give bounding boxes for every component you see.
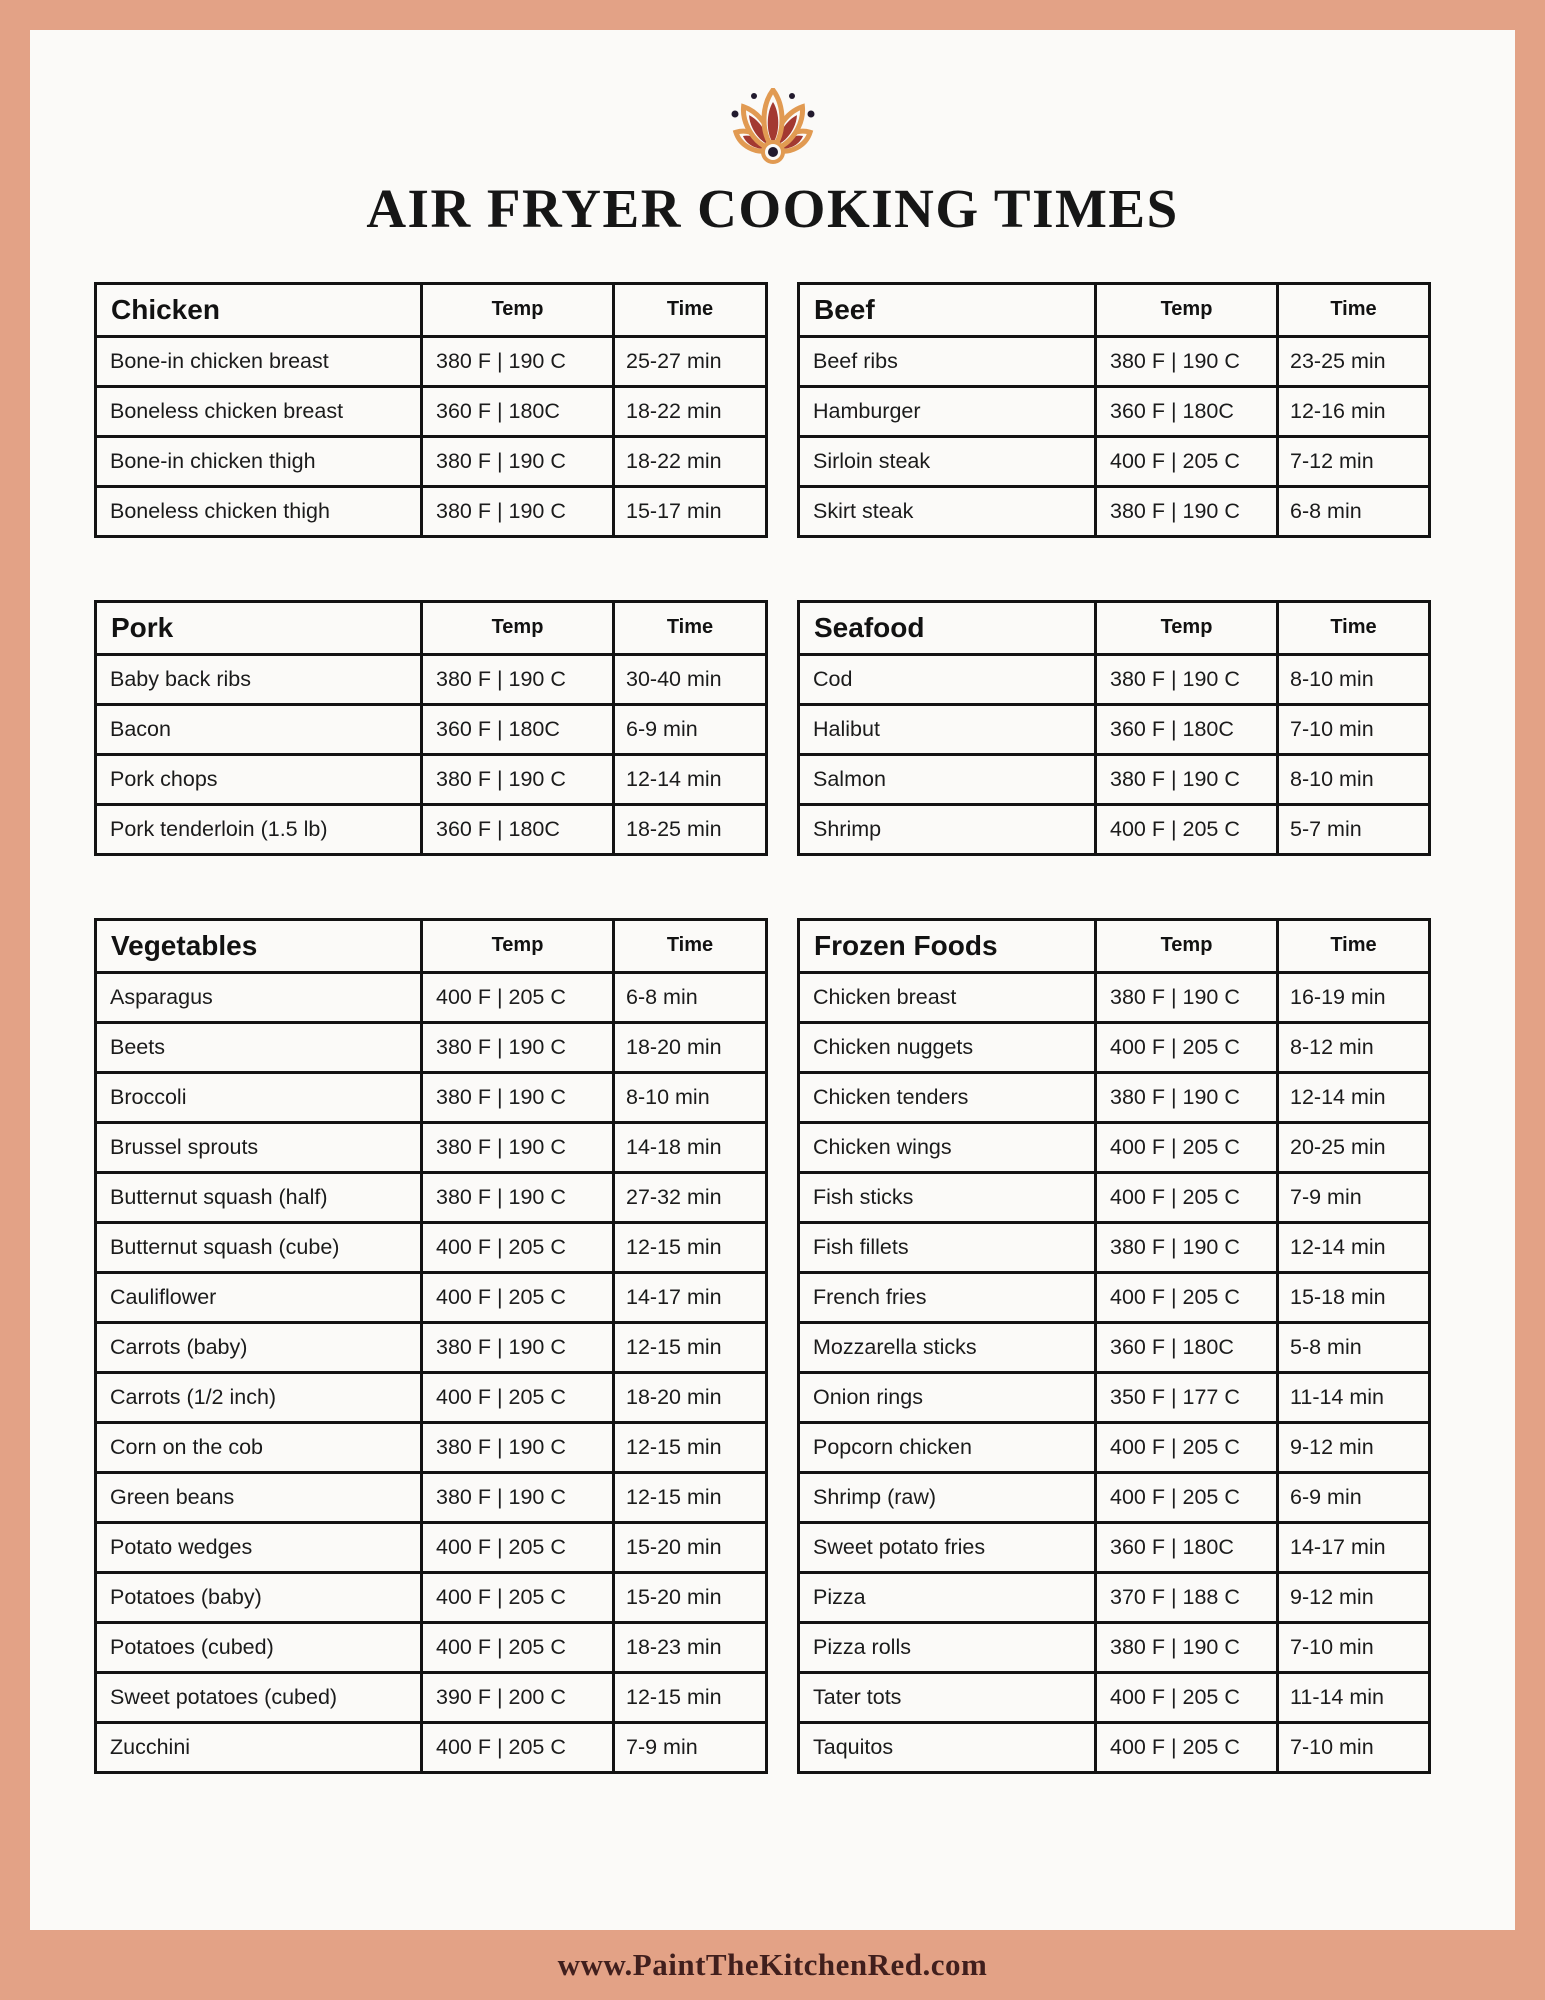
- temp-column-header: Temp: [1096, 919, 1278, 972]
- table-row: [96, 972, 767, 1022]
- time-cell: 12-15 min: [614, 1322, 767, 1372]
- table-row: [799, 1222, 1430, 1272]
- food-item-cell: Sirloin steak: [799, 436, 1096, 486]
- table-header-row: [96, 283, 767, 336]
- tables-grid: [94, 282, 1515, 1774]
- time-cell: 8-12 min: [1278, 1022, 1430, 1072]
- time-cell: 5-8 min: [1278, 1322, 1430, 1372]
- time-cell: 14-18 min: [614, 1122, 767, 1172]
- food-item-cell: Hamburger: [799, 386, 1096, 436]
- time-cell: 12-14 min: [1278, 1222, 1430, 1272]
- food-item-cell: Cauliflower: [96, 1272, 422, 1322]
- table-category-header: Frozen Foods: [799, 919, 1096, 972]
- table-row: [96, 1322, 767, 1372]
- table-category-header: Beef: [799, 283, 1096, 336]
- food-item-cell: Baby back ribs: [96, 654, 422, 704]
- time-cell: 9-12 min: [1278, 1422, 1430, 1472]
- table-row: [799, 754, 1430, 804]
- table-row: [799, 1672, 1430, 1722]
- food-item-cell: Sweet potatoes (cubed): [96, 1672, 422, 1722]
- temp-cell: 360 F | 180C: [1096, 1322, 1278, 1372]
- temp-column-header: Temp: [1096, 601, 1278, 654]
- time-cell: 15-18 min: [1278, 1272, 1430, 1322]
- temp-cell: 400 F | 205 C: [422, 972, 614, 1022]
- table-row: [799, 1072, 1430, 1122]
- table-row: [96, 336, 767, 386]
- food-item-cell: Broccoli: [96, 1072, 422, 1122]
- table-row: [799, 1022, 1430, 1072]
- time-cell: 5-7 min: [1278, 804, 1430, 854]
- food-item-cell: Butternut squash (half): [96, 1172, 422, 1222]
- temp-cell: 400 F | 205 C: [1096, 436, 1278, 486]
- food-item-cell: Asparagus: [96, 972, 422, 1022]
- temp-cell: 380 F | 190 C: [422, 336, 614, 386]
- time-cell: 12-16 min: [1278, 386, 1430, 436]
- temp-cell: 380 F | 190 C: [422, 486, 614, 536]
- temp-cell: 400 F | 205 C: [1096, 1122, 1278, 1172]
- food-item-cell: Fish sticks: [799, 1172, 1096, 1222]
- food-item-cell: Mozzarella sticks: [799, 1322, 1096, 1372]
- cooking-table-pork: [94, 600, 768, 856]
- temp-cell: 400 F | 205 C: [1096, 804, 1278, 854]
- temp-cell: 380 F | 190 C: [422, 654, 614, 704]
- cooking-table-seafood: [797, 600, 1431, 856]
- table-row: [799, 704, 1430, 754]
- food-item-cell: Bacon: [96, 704, 422, 754]
- table-row: [799, 972, 1430, 1022]
- temp-cell: 380 F | 190 C: [1096, 1622, 1278, 1672]
- cooking-table-chicken: [94, 282, 768, 538]
- table-row: [799, 1422, 1430, 1472]
- time-cell: 11-14 min: [1278, 1372, 1430, 1422]
- temp-cell: 380 F | 190 C: [1096, 336, 1278, 386]
- time-column-header: Time: [1278, 283, 1430, 336]
- food-item-cell: Salmon: [799, 754, 1096, 804]
- page-title: AIR FRYER COOKING TIMES: [366, 178, 1179, 239]
- time-cell: 18-20 min: [614, 1372, 767, 1422]
- temp-cell: 400 F | 205 C: [422, 1272, 614, 1322]
- table-row: [96, 804, 767, 854]
- table-header-row: [799, 601, 1430, 654]
- food-item-cell: Taquitos: [799, 1722, 1096, 1772]
- time-cell: 6-9 min: [1278, 1472, 1430, 1522]
- temp-cell: 380 F | 190 C: [422, 1322, 614, 1372]
- food-item-cell: Butternut squash (cube): [96, 1222, 422, 1272]
- table-row: [799, 1172, 1430, 1222]
- temp-cell: 350 F | 177 C: [1096, 1372, 1278, 1422]
- temp-cell: 360 F | 180C: [422, 386, 614, 436]
- time-column-header: Time: [614, 919, 767, 972]
- table-row: [96, 704, 767, 754]
- temp-cell: 370 F | 188 C: [1096, 1572, 1278, 1622]
- footer-bar: [30, 1930, 1515, 2000]
- temp-cell: 360 F | 180C: [422, 704, 614, 754]
- temp-cell: 380 F | 190 C: [422, 1122, 614, 1172]
- table-row: [799, 1522, 1430, 1572]
- time-cell: 14-17 min: [1278, 1522, 1430, 1572]
- food-item-cell: Onion rings: [799, 1372, 1096, 1422]
- food-item-cell: Boneless chicken thigh: [96, 486, 422, 536]
- food-item-cell: Cod: [799, 654, 1096, 704]
- food-item-cell: Potato wedges: [96, 1522, 422, 1572]
- temp-cell: 380 F | 190 C: [422, 1022, 614, 1072]
- food-item-cell: Sweet potato fries: [799, 1522, 1096, 1572]
- table-header-row: [799, 919, 1430, 972]
- food-item-cell: Brussel sprouts: [96, 1122, 422, 1172]
- food-item-cell: Green beans: [96, 1472, 422, 1522]
- table-row: [96, 436, 767, 486]
- time-cell: 14-17 min: [614, 1272, 767, 1322]
- time-cell: 12-15 min: [614, 1422, 767, 1472]
- food-item-cell: Beef ribs: [799, 336, 1096, 386]
- table-row: [96, 1422, 767, 1472]
- cooking-table-frozen-foods: [797, 918, 1431, 1774]
- temp-cell: 360 F | 180C: [1096, 704, 1278, 754]
- table-row: [799, 1272, 1430, 1322]
- table-category-header: Chicken: [96, 283, 422, 336]
- time-cell: 6-8 min: [614, 972, 767, 1022]
- temp-cell: 400 F | 205 C: [1096, 1272, 1278, 1322]
- temp-cell: 380 F | 190 C: [422, 1472, 614, 1522]
- table-row: [799, 386, 1430, 436]
- time-cell: 23-25 min: [1278, 336, 1430, 386]
- time-cell: 6-9 min: [614, 704, 767, 754]
- time-cell: 25-27 min: [614, 336, 767, 386]
- table-row: [96, 1272, 767, 1322]
- food-item-cell: Beets: [96, 1022, 422, 1072]
- table-row: [96, 1522, 767, 1572]
- time-cell: 12-15 min: [614, 1472, 767, 1522]
- food-item-cell: Pizza: [799, 1572, 1096, 1622]
- table-row: [799, 804, 1430, 854]
- time-cell: 7-9 min: [614, 1722, 767, 1772]
- temp-cell: 390 F | 200 C: [422, 1672, 614, 1722]
- time-column-header: Time: [1278, 601, 1430, 654]
- food-item-cell: Potatoes (cubed): [96, 1622, 422, 1672]
- temp-cell: 380 F | 190 C: [422, 436, 614, 486]
- table-row: [799, 336, 1430, 386]
- temp-cell: 380 F | 190 C: [1096, 1072, 1278, 1122]
- food-item-cell: Bone-in chicken thigh: [96, 436, 422, 486]
- food-item-cell: French fries: [799, 1272, 1096, 1322]
- table-row: [96, 1672, 767, 1722]
- food-item-cell: Boneless chicken breast: [96, 386, 422, 436]
- temp-cell: 360 F | 180C: [1096, 386, 1278, 436]
- footer-url: www.PaintTheKitchenRed.com: [557, 1947, 988, 1982]
- temp-column-header: Temp: [422, 283, 614, 336]
- food-item-cell: Tater tots: [799, 1672, 1096, 1722]
- table-row: [799, 1122, 1430, 1172]
- table-row: [96, 1172, 767, 1222]
- time-cell: 12-15 min: [614, 1222, 767, 1272]
- food-item-cell: Chicken nuggets: [799, 1022, 1096, 1072]
- table-category-header: Vegetables: [96, 919, 422, 972]
- time-cell: 6-8 min: [1278, 486, 1430, 536]
- time-cell: 7-10 min: [1278, 1622, 1430, 1672]
- temp-cell: 400 F | 205 C: [1096, 1472, 1278, 1522]
- temp-cell: 400 F | 205 C: [1096, 1672, 1278, 1722]
- food-item-cell: Shrimp (raw): [799, 1472, 1096, 1522]
- food-item-cell: Popcorn chicken: [799, 1422, 1096, 1472]
- time-cell: 15-20 min: [614, 1522, 767, 1572]
- time-cell: 7-12 min: [1278, 436, 1430, 486]
- food-item-cell: Halibut: [799, 704, 1096, 754]
- table-row: [96, 1472, 767, 1522]
- table-row: [96, 654, 767, 704]
- time-cell: 20-25 min: [1278, 1122, 1430, 1172]
- temp-cell: 380 F | 190 C: [422, 1422, 614, 1472]
- food-item-cell: Fish fillets: [799, 1222, 1096, 1272]
- table-category-header: Seafood: [799, 601, 1096, 654]
- table-row: [96, 1622, 767, 1672]
- food-item-cell: Bone-in chicken breast: [96, 336, 422, 386]
- table-row: [799, 654, 1430, 704]
- table-row: [96, 1022, 767, 1072]
- temp-cell: 380 F | 190 C: [422, 754, 614, 804]
- time-cell: 15-20 min: [614, 1572, 767, 1622]
- temp-cell: 360 F | 180C: [1096, 1522, 1278, 1572]
- temp-cell: 400 F | 205 C: [422, 1622, 614, 1672]
- temp-cell: 380 F | 190 C: [1096, 754, 1278, 804]
- table-category-header: Pork: [96, 601, 422, 654]
- food-item-cell: Potatoes (baby): [96, 1572, 422, 1622]
- table-row: [96, 1222, 767, 1272]
- lotus-logo-icon: [711, 88, 835, 168]
- temp-cell: 400 F | 205 C: [422, 1372, 614, 1422]
- time-cell: 16-19 min: [1278, 972, 1430, 1022]
- time-cell: 8-10 min: [1278, 754, 1430, 804]
- temp-cell: 400 F | 205 C: [1096, 1022, 1278, 1072]
- time-cell: 18-25 min: [614, 804, 767, 854]
- time-cell: 7-10 min: [1278, 704, 1430, 754]
- temp-column-header: Temp: [422, 601, 614, 654]
- food-item-cell: Chicken breast: [799, 972, 1096, 1022]
- time-cell: 18-22 min: [614, 436, 767, 486]
- food-item-cell: Carrots (1/2 inch): [96, 1372, 422, 1422]
- table-header-row: [96, 919, 767, 972]
- table-row: [96, 1572, 767, 1622]
- time-cell: 18-22 min: [614, 386, 767, 436]
- food-item-cell: Chicken wings: [799, 1122, 1096, 1172]
- food-item-cell: Shrimp: [799, 804, 1096, 854]
- temp-cell: 400 F | 205 C: [422, 1572, 614, 1622]
- temp-column-header: Temp: [422, 919, 614, 972]
- table-row: [799, 1472, 1430, 1522]
- food-item-cell: Carrots (baby): [96, 1322, 422, 1372]
- food-item-cell: Chicken tenders: [799, 1072, 1096, 1122]
- time-cell: 27-32 min: [614, 1172, 767, 1222]
- time-cell: 18-20 min: [614, 1022, 767, 1072]
- table-row: [799, 1322, 1430, 1372]
- table-row: [799, 1622, 1430, 1672]
- table-row: [96, 1372, 767, 1422]
- temp-cell: 380 F | 190 C: [422, 1072, 614, 1122]
- table-row: [96, 1072, 767, 1122]
- content-area: [30, 30, 1515, 1930]
- time-column-header: Time: [614, 283, 767, 336]
- temp-cell: 400 F | 205 C: [1096, 1422, 1278, 1472]
- time-cell: 8-10 min: [614, 1072, 767, 1122]
- cooking-table-vegetables: [94, 918, 768, 1774]
- temp-cell: 400 F | 205 C: [422, 1222, 614, 1272]
- food-item-cell: Zucchini: [96, 1722, 422, 1772]
- temp-cell: 380 F | 190 C: [1096, 654, 1278, 704]
- table-row: [799, 1572, 1430, 1622]
- temp-cell: 360 F | 180C: [422, 804, 614, 854]
- food-item-cell: Pork chops: [96, 754, 422, 804]
- temp-cell: 380 F | 190 C: [1096, 486, 1278, 536]
- temp-cell: 380 F | 190 C: [422, 1172, 614, 1222]
- time-cell: 7-9 min: [1278, 1172, 1430, 1222]
- table-header-row: [96, 601, 767, 654]
- time-column-header: Time: [614, 601, 767, 654]
- temp-cell: 380 F | 190 C: [1096, 972, 1278, 1022]
- time-cell: 12-15 min: [614, 1672, 767, 1722]
- food-item-cell: Skirt steak: [799, 486, 1096, 536]
- time-cell: 15-17 min: [614, 486, 767, 536]
- time-cell: 7-10 min: [1278, 1722, 1430, 1772]
- temp-column-header: Temp: [1096, 283, 1278, 336]
- table-row: [96, 1722, 767, 1772]
- table-row: [799, 486, 1430, 536]
- table-row: [799, 1722, 1430, 1772]
- time-cell: 30-40 min: [614, 654, 767, 704]
- temp-cell: 380 F | 190 C: [1096, 1222, 1278, 1272]
- cooking-table-beef: [797, 282, 1431, 538]
- food-item-cell: Corn on the cob: [96, 1422, 422, 1472]
- time-cell: 18-23 min: [614, 1622, 767, 1672]
- time-cell: 12-14 min: [1278, 1072, 1430, 1122]
- food-item-cell: Pizza rolls: [799, 1622, 1096, 1672]
- table-row: [96, 1122, 767, 1172]
- time-cell: 9-12 min: [1278, 1572, 1430, 1622]
- table-row: [799, 1372, 1430, 1422]
- food-item-cell: Pork tenderloin (1.5 lb): [96, 804, 422, 854]
- table-row: [96, 386, 767, 436]
- time-column-header: Time: [1278, 919, 1430, 972]
- time-cell: 8-10 min: [1278, 654, 1430, 704]
- table-header-row: [799, 283, 1430, 336]
- time-cell: 12-14 min: [614, 754, 767, 804]
- table-row: [96, 486, 767, 536]
- table-row: [799, 436, 1430, 486]
- temp-cell: 400 F | 205 C: [1096, 1722, 1278, 1772]
- temp-cell: 400 F | 205 C: [1096, 1172, 1278, 1222]
- temp-cell: 400 F | 205 C: [422, 1722, 614, 1772]
- table-row: [96, 754, 767, 804]
- time-cell: 11-14 min: [1278, 1672, 1430, 1722]
- temp-cell: 400 F | 205 C: [422, 1522, 614, 1572]
